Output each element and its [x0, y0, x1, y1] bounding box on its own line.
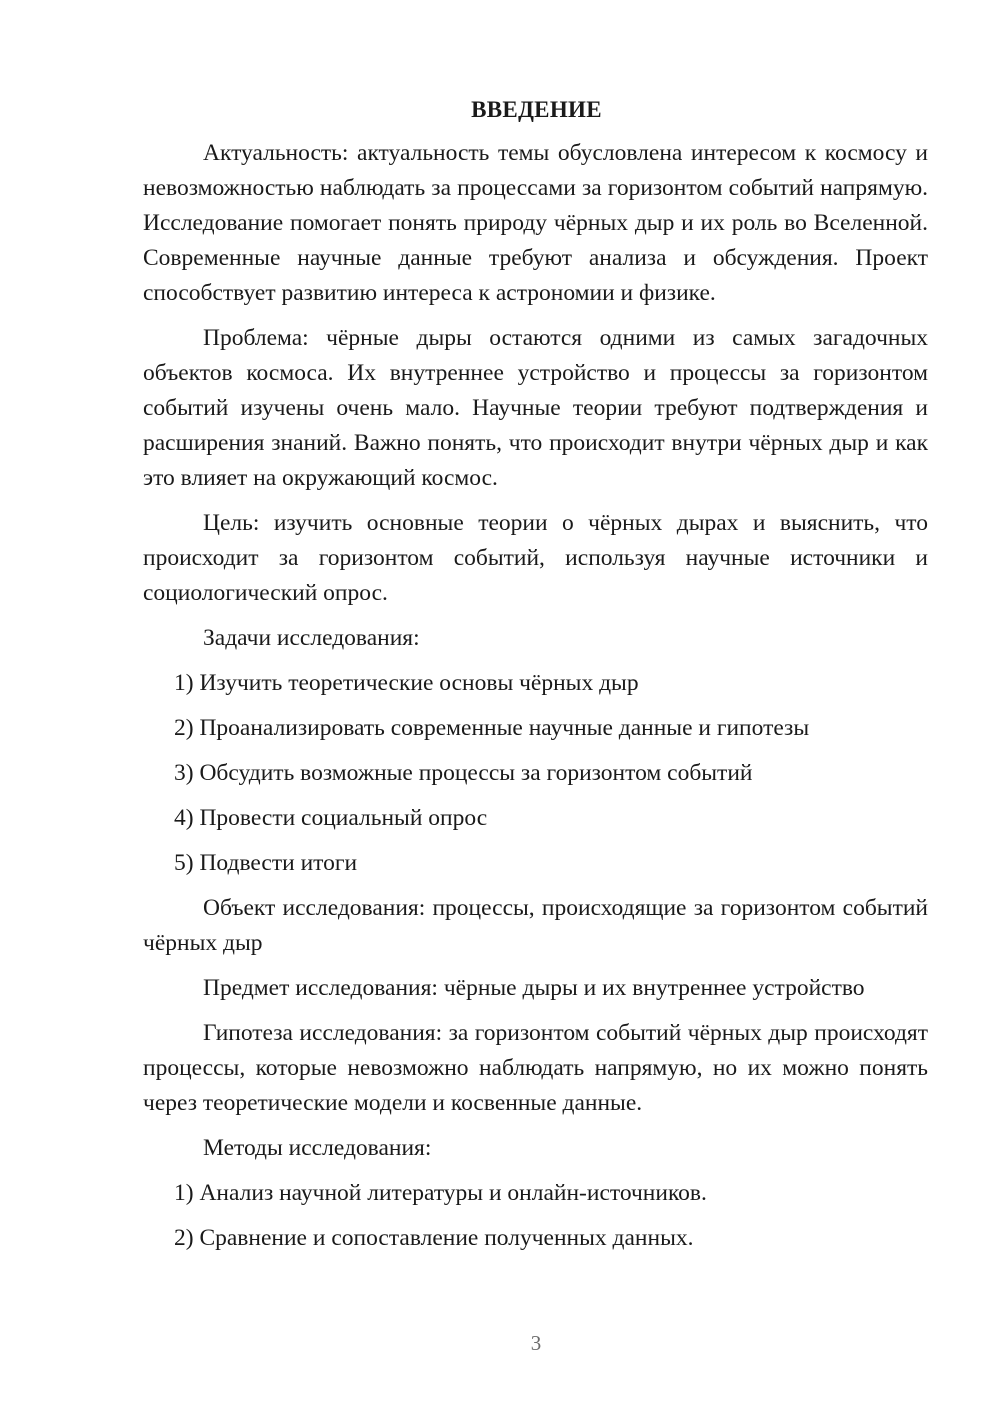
method-item: 2) Сравнение и сопоставление полученных данных. [174, 1225, 694, 1251]
problem-paragraph: Проблема: чёрные дыры остаются одними из самых загадочных объектов космоса. Их внутреннее устройство и процессы за горизонтом событий изучены очень мало. Научные теории требуют подтверждения и расширения знаний. Важно понять, что происходит внутри чёрных дыр и как это влияет на окружающий космос. [143, 325, 928, 491]
tasks-heading: Задачи исследования: [203, 625, 420, 651]
goal-paragraph: Цель: изучить основные теории о чёрных дырах и выяснить, что происходит за горизонтом событий, используя научные источники и социологический опрос. [143, 510, 928, 606]
relevance-paragraph: Актуальность: актуальность темы обусловлена интересом к космосу и невозможностью наблюдать за процессами за горизонтом событий напрямую. Исследование помогает понять природу чёрных дыр и их роль во Вселенной. Современные научные данные требуют анализа и обсуждения. Проект способствует развитию интереса к астрономии и физике. [143, 140, 928, 306]
task-item: 4) Провести социальный опрос [174, 805, 488, 831]
task-item: 3) Обсудить возможные процессы за горизонтом событий [174, 760, 753, 786]
page-number: 3 [530, 1331, 542, 1355]
page-title: ВВЕДЕНИЕ [471, 97, 602, 122]
task-item: 5) Подвести итоги [174, 850, 358, 876]
task-item: 2) Проанализировать современные научные данные и гипотезы [174, 715, 810, 741]
methods-heading: Методы исследования: [203, 1135, 432, 1161]
object-paragraph: Объект исследования: процессы, происходящие за горизонтом событий чёрных дыр [143, 895, 928, 956]
tasks-list [143, 666, 928, 881]
task-item: 1) Изучить теоретические основы чёрных дыр [174, 670, 639, 696]
page-content [143, 92, 928, 1266]
methods-list [143, 1176, 928, 1256]
hypothesis-paragraph: Гипотеза исследования: за горизонтом событий чёрных дыр происходят процессы, которые невозможно наблюдать напрямую, но их можно понять через теоретические модели и косвенные данные. [143, 1020, 928, 1116]
method-item: 1) Анализ научной литературы и онлайн-источников. [174, 1180, 707, 1206]
subject-paragraph: Предмет исследования: чёрные дыры и их внутреннее устройство [203, 975, 865, 1001]
